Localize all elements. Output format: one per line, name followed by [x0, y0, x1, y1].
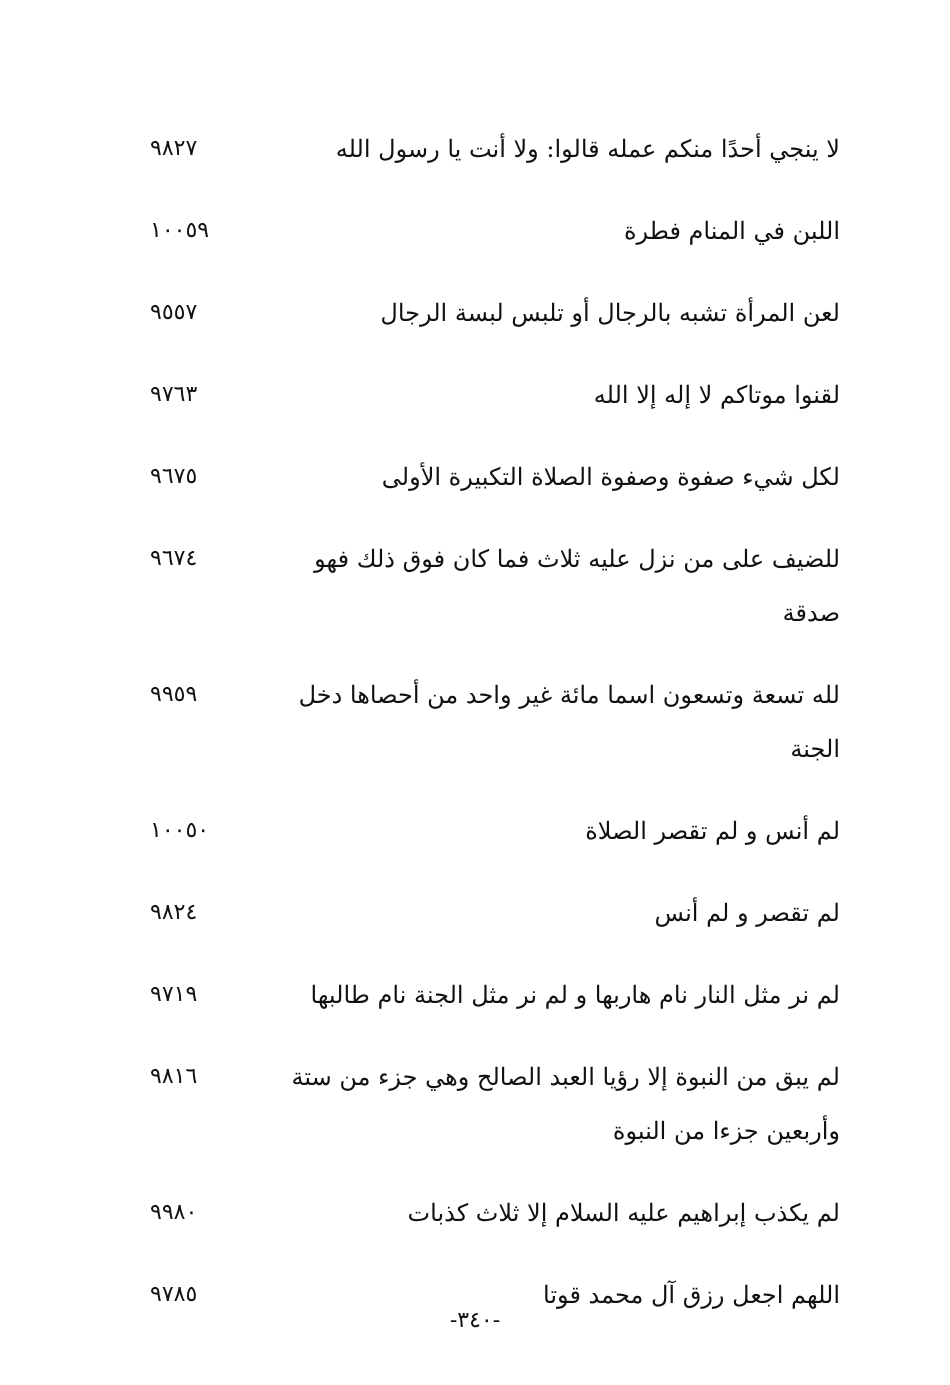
index-entry — [150, 1186, 840, 1240]
entry-text: لعن المرأة تشبه بالرجال أو تلبس لبسة الرجال — [380, 299, 840, 327]
entry-number: ٩٩٥٩ — [150, 682, 198, 707]
entry-number: ٩٨٢٤ — [150, 900, 198, 925]
index-entry — [150, 450, 840, 504]
index-entry — [150, 968, 840, 1022]
entry-text: لم يبق من النبوة إلا رؤيا العبد الصالح وهي جزء من ستة وأربعين جزءا من النبوة — [291, 1063, 840, 1145]
index-entry — [150, 122, 840, 176]
page-number: -٣٤٠- — [449, 1308, 501, 1333]
entry-text: لكل شيء صفوة وصفوة الصلاة التكبيرة الأولى — [381, 463, 840, 491]
index-entry — [150, 668, 840, 776]
entry-text: لم تقصر و لم أنس — [654, 899, 840, 927]
index-entry — [150, 368, 840, 422]
hadith-index-list — [150, 122, 840, 1350]
entry-number: ٩٧١٩ — [150, 982, 198, 1007]
entry-number: ٩٦٧٤ — [150, 546, 198, 571]
entry-number: ٩٩٨٠ — [150, 1200, 198, 1225]
entry-text: لم يكذب إبراهيم عليه السلام إلا ثلاث كذبات — [407, 1199, 840, 1227]
entry-number: ١٠٠٥٩ — [150, 218, 210, 243]
entry-number: ٩٧٨٥ — [150, 1282, 198, 1307]
index-entry — [150, 804, 840, 858]
entry-text: اللهم اجعل رزق آل محمد قوتا — [543, 1281, 840, 1309]
index-entry — [150, 1050, 840, 1158]
entry-number: ٩٧٦٣ — [150, 382, 198, 407]
entry-text: لم أنس و لم تقصر الصلاة — [585, 817, 840, 845]
entry-text: للضيف على من نزل عليه ثلاث فما كان فوق ذلك فهو صدقة — [314, 545, 840, 627]
entry-number: ٩٨١٦ — [150, 1064, 198, 1089]
entry-text: لله تسعة وتسعون اسما مائة غير واحد من أحصاها دخل الجنة — [298, 681, 840, 763]
entry-text: لا ينجي أحدًا منكم عمله قالوا: ولا أنت يا رسول الله — [335, 135, 840, 163]
index-entry — [150, 286, 840, 340]
entry-number: ١٠٠٥٠ — [150, 818, 210, 843]
index-entry — [150, 532, 840, 640]
entry-text: لم نر مثل النار نام هاربها و لم نر مثل الجنة نام طالبها — [310, 981, 840, 1009]
entry-text: لقنوا موتاكم لا إله إلا الله — [593, 381, 840, 409]
index-entry — [150, 204, 840, 258]
entry-number: ٩٨٢٧ — [150, 136, 198, 161]
entry-text: اللبن في المنام فطرة — [623, 217, 840, 245]
index-entry — [150, 886, 840, 940]
entry-number: ٩٥٥٧ — [150, 300, 198, 325]
entry-number: ٩٦٧٥ — [150, 464, 198, 489]
